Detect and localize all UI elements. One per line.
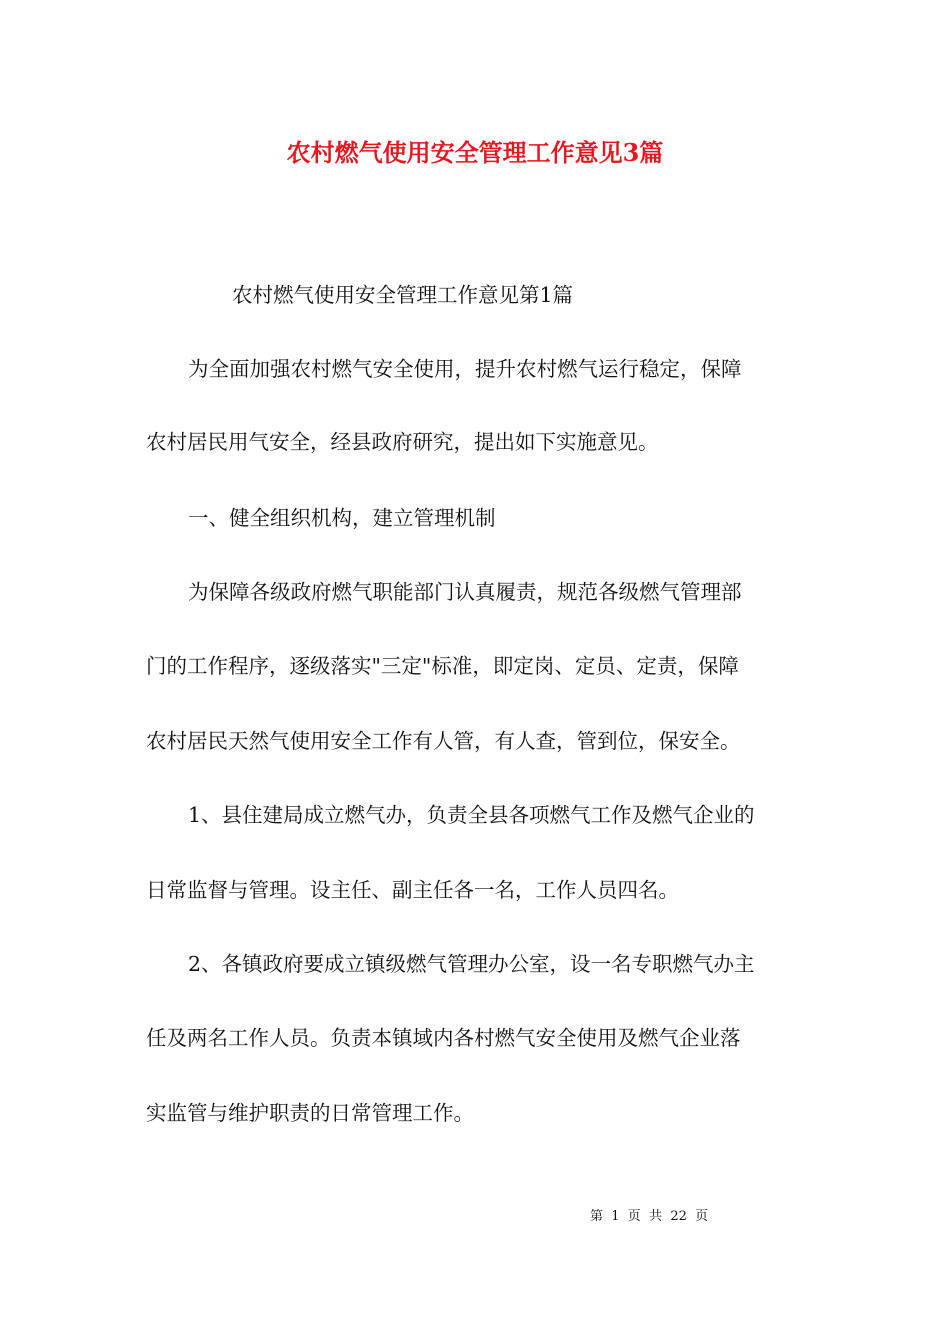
paragraph-line: 1、县住建局成立燃气办，负责全县各项燃气工作及燃气企业的	[188, 803, 755, 827]
document-title: 农村燃气使用安全管理工作意见3篇	[286, 138, 664, 167]
paragraph-line: 门的工作程序，逐级落实"三定"标准，即定岗、定员、定责，保障	[146, 654, 739, 678]
paragraph-line: 为全面加强农村燃气安全使用，提升农村燃气运行稳定，保障	[188, 357, 742, 381]
section-heading-part-1: 农村燃气使用安全管理工作意见第1篇	[232, 283, 574, 307]
paragraph-line: 为保障各级政府燃气职能部门认真履责，规范各级燃气管理部	[188, 580, 742, 604]
section-heading-1: 一、健全组织机构，建立管理机制	[188, 506, 496, 530]
paragraph-line: 2、各镇政府要成立镇级燃气管理办公室，设一名专职燃气办主	[188, 952, 755, 976]
paragraph-line: 任及两名工作人员。负责本镇域内各村燃气安全使用及燃气企业落	[146, 1026, 741, 1050]
paragraph-line: 农村居民用气安全，经县政府研究，提出如下实施意见。	[146, 430, 659, 454]
paragraph-line: 实监管与维护职责的日常管理工作。	[146, 1101, 474, 1125]
page-number-footer: 第 1 页 共 22 页	[590, 1209, 709, 1224]
paragraph-line: 日常监督与管理。设主任、副主任各一名，工作人员四名。	[146, 878, 679, 902]
paragraph-line: 农村居民天然气使用安全工作有人管，有人查，管到位，保安全。	[146, 729, 741, 753]
